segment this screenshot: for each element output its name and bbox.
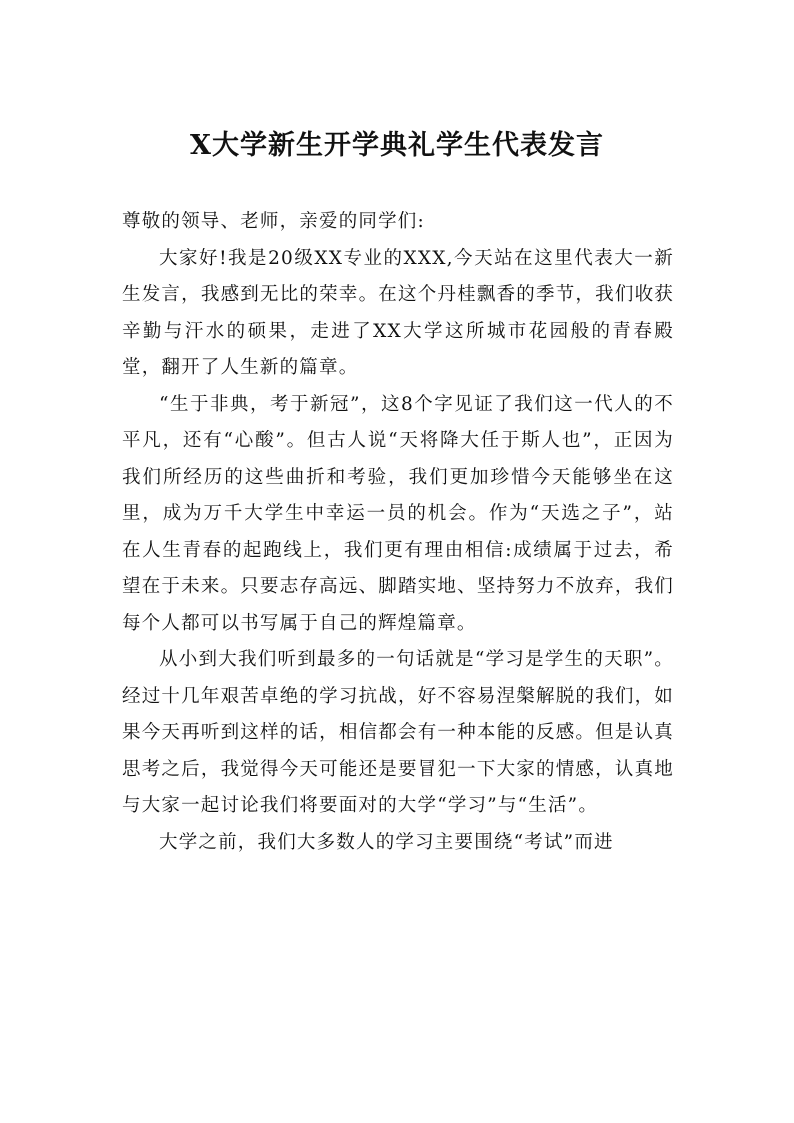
salutation: 尊敬的领导、老师，亲爱的同学们: [122, 211, 425, 232]
paragraph-2: “生于非典，考于新冠”，这8个字见证了我们这一代人的不平凡，还有“心酸”。但古人说“天将降大任于斯人也”，正因为我们所经历的这些曲折和考验，我们更加珍惜今天能够坐在这里，成为万千大学生中幸运一员的机会。作为“天选之子”，站在人生青春的起跑线上，我们更有理由相信:成绩属于过去，希望在于未来。只要志存高远、脚踏实地、坚持努力不放弃，我们每个人都可以书写属于自己的辉煌篇章。 [122, 393, 674, 634]
document-body [122, 204, 674, 861]
document-title: X大学新生开学典礼学生代表发言 [190, 130, 604, 161]
paragraph-4: 大学之前，我们大多数人的学习主要围绕“考试”而进 [159, 831, 614, 853]
paragraph-3: 从小到大我们听到最多的一句话就是“学习是学生的天职”。经过十几年艰苦卓绝的学习抗战，好不容易涅槃解脱的我们，如果今天再听到这样的话，相信都会有一种本能的反感。但是认真思考之后，我觉得今天可能还是要冒犯一下大家的情感，认真地与大家一起讨论我们将要面对的大学“学习”与“生活”。 [122, 649, 674, 816]
paragraph-1: 大家好!我是20级XX专业的XXX,今天站在这里代表大一新生发言，我感到无比的荣幸。在这个丹桂飘香的季节，我们收获辛勤与汗水的硕果，走进了XX大学这所城市花园般的青春殿堂，翻开了人生新的篇章。 [122, 247, 674, 378]
